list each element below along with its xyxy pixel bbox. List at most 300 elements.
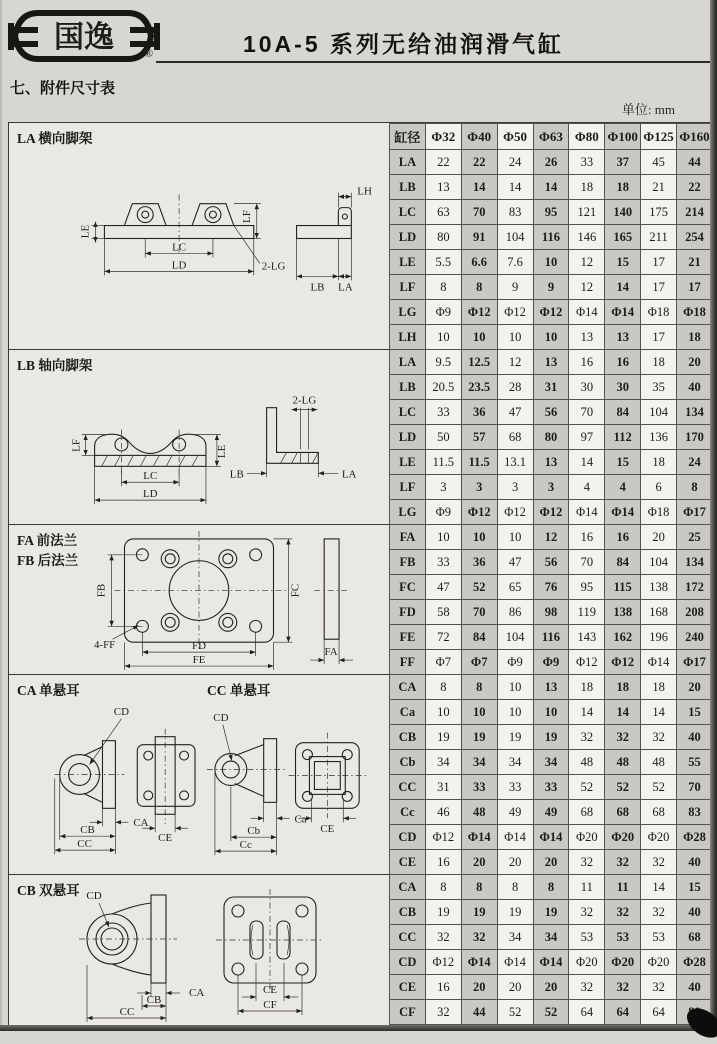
row-label: LE (390, 450, 426, 475)
row-label: LB (390, 375, 426, 400)
table-cell: 32 (569, 900, 605, 925)
table-cell: Φ14 (533, 825, 569, 850)
table-row (390, 600, 713, 625)
dim-label-lb: LB (310, 281, 325, 294)
table-cell: 70 (569, 550, 605, 575)
row-label: CA (390, 675, 426, 700)
table-cell: Φ7 (461, 650, 497, 675)
table-cell: 14 (569, 700, 605, 725)
brand-logo-text: 国逸 (54, 21, 114, 54)
panel-la-foot-mount (9, 123, 389, 350)
table-cell: 12 (569, 275, 605, 300)
table-cell: Φ17 (677, 500, 713, 525)
table-cell: Φ20 (569, 950, 605, 975)
table-cell: 8 (461, 275, 497, 300)
table-cell: 16 (425, 975, 461, 1000)
scan-edge-bottom (0, 1025, 717, 1031)
table-row (390, 950, 713, 975)
table-cell: Φ20 (641, 950, 677, 975)
table-cell: 53 (641, 925, 677, 950)
table-cell: 196 (641, 625, 677, 650)
row-label: LC (390, 400, 426, 425)
table-cell: 63 (425, 200, 461, 225)
table-cell: 162 (605, 625, 641, 650)
dim-label-ca: CA (133, 817, 149, 830)
table-cell: 138 (641, 575, 677, 600)
table-cell: 32 (641, 850, 677, 875)
table-row (390, 275, 713, 300)
column-header: Φ80 (569, 124, 605, 150)
table-cell: Φ20 (605, 950, 641, 975)
table-row (390, 775, 713, 800)
table-cell: 211 (641, 225, 677, 250)
table-cell: 140 (605, 200, 641, 225)
table-cell: 20 (677, 675, 713, 700)
table-row (390, 300, 713, 325)
dim-label-cb: CB (146, 994, 162, 1006)
row-label: LE (390, 250, 426, 275)
dim-label-ce2: CE (320, 823, 335, 836)
table-cell: 52 (533, 1000, 569, 1025)
table-row (390, 575, 713, 600)
dim-label-2lg: 2-LG (292, 394, 317, 407)
table-cell: 25 (677, 525, 713, 550)
panel-ca-cc-clevis (9, 675, 389, 875)
table-cell: 40 (677, 900, 713, 925)
dim-label-la: LA (338, 281, 353, 294)
table-cell: 22 (677, 175, 713, 200)
table-cell: Φ18 (641, 500, 677, 525)
table-cell: 4 (605, 475, 641, 500)
table-row (390, 150, 713, 175)
table-cell: 10 (425, 525, 461, 550)
table-cell: 19 (425, 725, 461, 750)
la-dimension-lines (91, 193, 351, 281)
table-row (390, 875, 713, 900)
table-cell: 31 (425, 775, 461, 800)
table-row (390, 250, 713, 275)
table-row (390, 700, 713, 725)
row-label: LA (390, 350, 426, 375)
row-label: FE (390, 625, 426, 650)
table-cell: 20 (677, 350, 713, 375)
table-cell: Φ7 (425, 650, 461, 675)
table-cell: 14 (497, 175, 533, 200)
table-cell: 10 (497, 675, 533, 700)
table-cell: 16 (605, 525, 641, 550)
table-cell: 116 (533, 625, 569, 650)
row-label: CB (390, 725, 426, 750)
table-cell: 20 (641, 525, 677, 550)
dim-label-ca: CA (189, 987, 205, 999)
table-cell: 68 (569, 800, 605, 825)
table-cell: Φ12 (497, 500, 533, 525)
table-cell: 104 (641, 550, 677, 575)
table-cell: 18 (641, 675, 677, 700)
table-cell: 68 (497, 425, 533, 450)
table-cell: 32 (605, 900, 641, 925)
table-cell: 32 (569, 725, 605, 750)
table-cell: 52 (605, 775, 641, 800)
row-label: FD (390, 600, 426, 625)
panel-cb-double-clevis (9, 875, 389, 1025)
table-cell: 53 (569, 925, 605, 950)
table-cell: 18 (569, 675, 605, 700)
table-cell: 34 (497, 925, 533, 950)
table-cell: 32 (605, 850, 641, 875)
table-cell: Φ14 (569, 300, 605, 325)
table-cell: 254 (677, 225, 713, 250)
table-cell: Φ28 (677, 950, 713, 975)
table-cell: 56 (533, 550, 569, 575)
table-cell: 13 (533, 675, 569, 700)
table-cell: 80 (425, 225, 461, 250)
column-header: Φ63 (533, 124, 569, 150)
table-row (390, 200, 713, 225)
table-cell: 47 (425, 575, 461, 600)
table-cell: 22 (461, 150, 497, 175)
table-cell: 20 (497, 850, 533, 875)
dim-label-lb: LB (229, 468, 244, 481)
table-cell: 33 (497, 775, 533, 800)
table-cell: 47 (497, 400, 533, 425)
dim-label-4ff: 4-FF (94, 639, 116, 652)
table-cell: 56 (533, 400, 569, 425)
scan-edge-left (0, 0, 3, 1031)
table-cell: Φ14 (641, 650, 677, 675)
table-cell: 45 (641, 150, 677, 175)
row-label: LD (390, 425, 426, 450)
row-label: CE (390, 975, 426, 1000)
table-cell: 18 (569, 175, 605, 200)
table-cell: 115 (605, 575, 641, 600)
column-header: Φ32 (425, 124, 461, 150)
table-cell: 10 (425, 700, 461, 725)
table-row (390, 800, 713, 825)
table-cell: 8 (461, 675, 497, 700)
table-row (390, 825, 713, 850)
table-cell: 34 (425, 750, 461, 775)
table-cell: Φ14 (605, 300, 641, 325)
table-cell: 36 (461, 400, 497, 425)
table-cell: 104 (641, 400, 677, 425)
table-cell: 32 (425, 925, 461, 950)
table-cell: 70 (461, 200, 497, 225)
dim-label-cc: CC (119, 1006, 135, 1018)
table-cell: 70 (461, 600, 497, 625)
table-cell: Φ20 (569, 825, 605, 850)
row-label: LD (390, 225, 426, 250)
table-cell: 14 (605, 275, 641, 300)
dim-label-ce: CE (158, 832, 173, 845)
table-cell: Φ9 (533, 650, 569, 675)
panel-caption-2: CC 单悬耳 (207, 683, 271, 698)
table-cell: 6.6 (461, 250, 497, 275)
table-cell: Φ14 (533, 950, 569, 975)
table-cell: 24 (497, 150, 533, 175)
table-cell: 40 (677, 725, 713, 750)
drawing-lb-foot-mount (9, 350, 389, 524)
page-title: 10A-5 系列无给油润滑气缸 (242, 31, 565, 57)
table-cell: 170 (677, 425, 713, 450)
table-row (390, 525, 713, 550)
table-cell: 48 (461, 800, 497, 825)
drawing-la-foot-mount (9, 123, 389, 349)
table-cell: 138 (605, 600, 641, 625)
table-cell: Φ12 (497, 300, 533, 325)
table-cell: 84 (605, 550, 641, 575)
table-cell: 146 (569, 225, 605, 250)
cb-dimension-lines (79, 889, 324, 1022)
table-cell: 68 (605, 800, 641, 825)
table-cell: 31 (533, 375, 569, 400)
table-cell: 8 (425, 875, 461, 900)
table-cell: 91 (461, 225, 497, 250)
lb-front-view (95, 434, 206, 466)
table-cell: Φ12 (425, 950, 461, 975)
row-label: CD (390, 950, 426, 975)
table-cell: 58 (425, 600, 461, 625)
table-cell: 11 (605, 875, 641, 900)
table-row (390, 850, 713, 875)
table-cell: 33 (461, 775, 497, 800)
table-cell: 18 (641, 450, 677, 475)
table-cell: 17 (677, 275, 713, 300)
table-cell: 12 (533, 525, 569, 550)
ca-front-view (137, 737, 195, 815)
table-cell: 3 (497, 475, 533, 500)
dim-label-lc: LC (172, 241, 187, 254)
row-label: FC (390, 575, 426, 600)
table-cell: 68 (641, 800, 677, 825)
table-cell: Φ12 (461, 500, 497, 525)
row-label: LB (390, 175, 426, 200)
table-row (390, 625, 713, 650)
table-cell: Φ9 (425, 500, 461, 525)
table-cell: 97 (569, 425, 605, 450)
table-cell: 48 (569, 750, 605, 775)
table-cell: 134 (677, 400, 713, 425)
table-cell: 8 (425, 275, 461, 300)
table-cell: 32 (461, 925, 497, 950)
la-end-view (297, 208, 352, 239)
row-label: LA (390, 150, 426, 175)
table-cell: 19 (497, 900, 533, 925)
table-cell: 57 (461, 425, 497, 450)
table-cell: 47 (497, 550, 533, 575)
table-cell: 11 (569, 875, 605, 900)
table-cell: 70 (569, 400, 605, 425)
table-cell: 15 (605, 250, 641, 275)
table-cell: 10 (497, 325, 533, 350)
row-label: CB (390, 900, 426, 925)
row-label: LH (390, 325, 426, 350)
dim-label-cb2: Cb (247, 825, 261, 838)
column-header: Φ100 (605, 124, 641, 150)
table-cell: 11.5 (425, 450, 461, 475)
panel-caption-2: FB 后法兰 (17, 553, 79, 568)
table-cell: 16 (605, 350, 641, 375)
table-cell: 26 (533, 150, 569, 175)
table-cell: 3 (533, 475, 569, 500)
row-label: CC (390, 925, 426, 950)
table-cell: 15 (677, 875, 713, 900)
table-cell: 52 (461, 575, 497, 600)
table-cell: 15 (605, 450, 641, 475)
dim-label-fe: FE (192, 654, 206, 667)
table-cell: Φ12 (425, 825, 461, 850)
row-label: LG (390, 500, 426, 525)
table-row (390, 900, 713, 925)
table-cell: 10 (497, 525, 533, 550)
table-cell: 76 (533, 575, 569, 600)
table-cell: 34 (497, 750, 533, 775)
column-header: Φ125 (641, 124, 677, 150)
table-cell: 20 (533, 975, 569, 1000)
dim-label-le: LE (215, 444, 228, 459)
table-row (390, 425, 713, 450)
row-label: FA (390, 525, 426, 550)
table-row (390, 725, 713, 750)
table-cell: 19 (533, 725, 569, 750)
table-cell: 143 (569, 625, 605, 650)
table-cell: 13 (533, 450, 569, 475)
panel-fa-fb-flange (9, 525, 389, 675)
table-cell: 16 (569, 525, 605, 550)
table-cell: 14 (641, 700, 677, 725)
table-cell: 68 (677, 925, 713, 950)
table-cell: 32 (641, 975, 677, 1000)
table-cell: Φ14 (461, 950, 497, 975)
table-cell: 8 (425, 675, 461, 700)
table-cell: 172 (677, 575, 713, 600)
table-cell: 8 (461, 875, 497, 900)
table-cell: 11.5 (461, 450, 497, 475)
dim-label-ld: LD (142, 488, 158, 501)
table-cell: 19 (425, 900, 461, 925)
column-header: Φ40 (461, 124, 497, 150)
dim-label-cb: CB (80, 824, 95, 837)
table-cell: 95 (569, 575, 605, 600)
table-cell: 84 (461, 625, 497, 650)
table-row (390, 450, 713, 475)
row-label: FB (390, 550, 426, 575)
row-label: Cb (390, 750, 426, 775)
table-cell: 20 (461, 850, 497, 875)
table-cell: 37 (605, 150, 641, 175)
row-label: FF (390, 650, 426, 675)
table-row (390, 1000, 713, 1025)
table-cell: 10 (425, 325, 461, 350)
table-cell: 16 (569, 350, 605, 375)
table-cell: 83 (497, 200, 533, 225)
table-cell: 13 (533, 350, 569, 375)
table-cell: 165 (605, 225, 641, 250)
table-cell: Φ14 (497, 825, 533, 850)
dim-label-le: LE (79, 224, 92, 239)
table-cell: 7.6 (497, 250, 533, 275)
table-cell: Φ14 (461, 825, 497, 850)
table-cell: 10 (461, 525, 497, 550)
dim-label-la: LA (341, 468, 357, 481)
table-cell: 121 (569, 200, 605, 225)
table-cell: 13 (605, 325, 641, 350)
table-cell: 20 (461, 975, 497, 1000)
table-cell: Φ18 (677, 300, 713, 325)
table-cell: 13.1 (497, 450, 533, 475)
table-cell: 30 (605, 375, 641, 400)
table-cell: 32 (569, 850, 605, 875)
table-cell: 20.5 (425, 375, 461, 400)
table-cell: 23.5 (461, 375, 497, 400)
table-cell: 40 (677, 975, 713, 1000)
table-cell: 53 (605, 925, 641, 950)
row-label: CD (390, 825, 426, 850)
table-row (390, 650, 713, 675)
column-header: 缸径 (390, 124, 426, 150)
table-cell: 17 (641, 250, 677, 275)
table-row (390, 175, 713, 200)
scan-edge-right (710, 0, 717, 1031)
table-cell: 14 (641, 875, 677, 900)
table-cell: 9 (533, 275, 569, 300)
table-cell: 17 (641, 325, 677, 350)
table-cell: 116 (533, 225, 569, 250)
table-cell: 40 (677, 375, 713, 400)
dim-label-lc: LC (143, 470, 158, 483)
table-cell: 32 (425, 1000, 461, 1025)
dim-label-cf: CF (263, 999, 277, 1011)
table-cell: 19 (533, 900, 569, 925)
table-cell: 10 (497, 700, 533, 725)
table-cell: Φ12 (533, 500, 569, 525)
table-cell: 52 (497, 1000, 533, 1025)
table-cell: Φ14 (605, 500, 641, 525)
dim-label-fb: FB (95, 583, 108, 598)
dim-label-cc2: Cc (239, 839, 252, 852)
dim-label-cd: CD (113, 705, 129, 718)
table-cell: 44 (677, 150, 713, 175)
table-cell: Φ28 (677, 825, 713, 850)
flange-side-view (324, 539, 339, 639)
lb-side-view (267, 408, 319, 464)
table-cell: 3 (461, 475, 497, 500)
dim-label-ld: LD (171, 259, 187, 272)
table-cell: Φ12 (461, 300, 497, 325)
table-cell: 14 (605, 700, 641, 725)
table-cell: 32 (641, 900, 677, 925)
dim-label-ce: CE (262, 984, 278, 996)
drawing-single-clevis (9, 675, 389, 874)
table-cell: 22 (425, 150, 461, 175)
table-cell: Φ12 (533, 300, 569, 325)
cc-side-view (215, 739, 277, 803)
dimension-table-body (390, 124, 713, 1025)
table-cell: 6 (641, 475, 677, 500)
header-rule (156, 61, 711, 63)
panel-caption: FA 前法兰 (17, 533, 78, 548)
table-cell: 48 (641, 750, 677, 775)
dim-label-2lg: 2-LG (261, 260, 286, 273)
table-cell: 33 (569, 150, 605, 175)
content-frame (8, 122, 713, 1026)
table-cell: 28 (497, 375, 533, 400)
table-cell: 18 (605, 175, 641, 200)
table-cell: 8 (533, 875, 569, 900)
table-row (390, 750, 713, 775)
table-cell: 44 (461, 1000, 497, 1025)
table-cell: 32 (641, 725, 677, 750)
